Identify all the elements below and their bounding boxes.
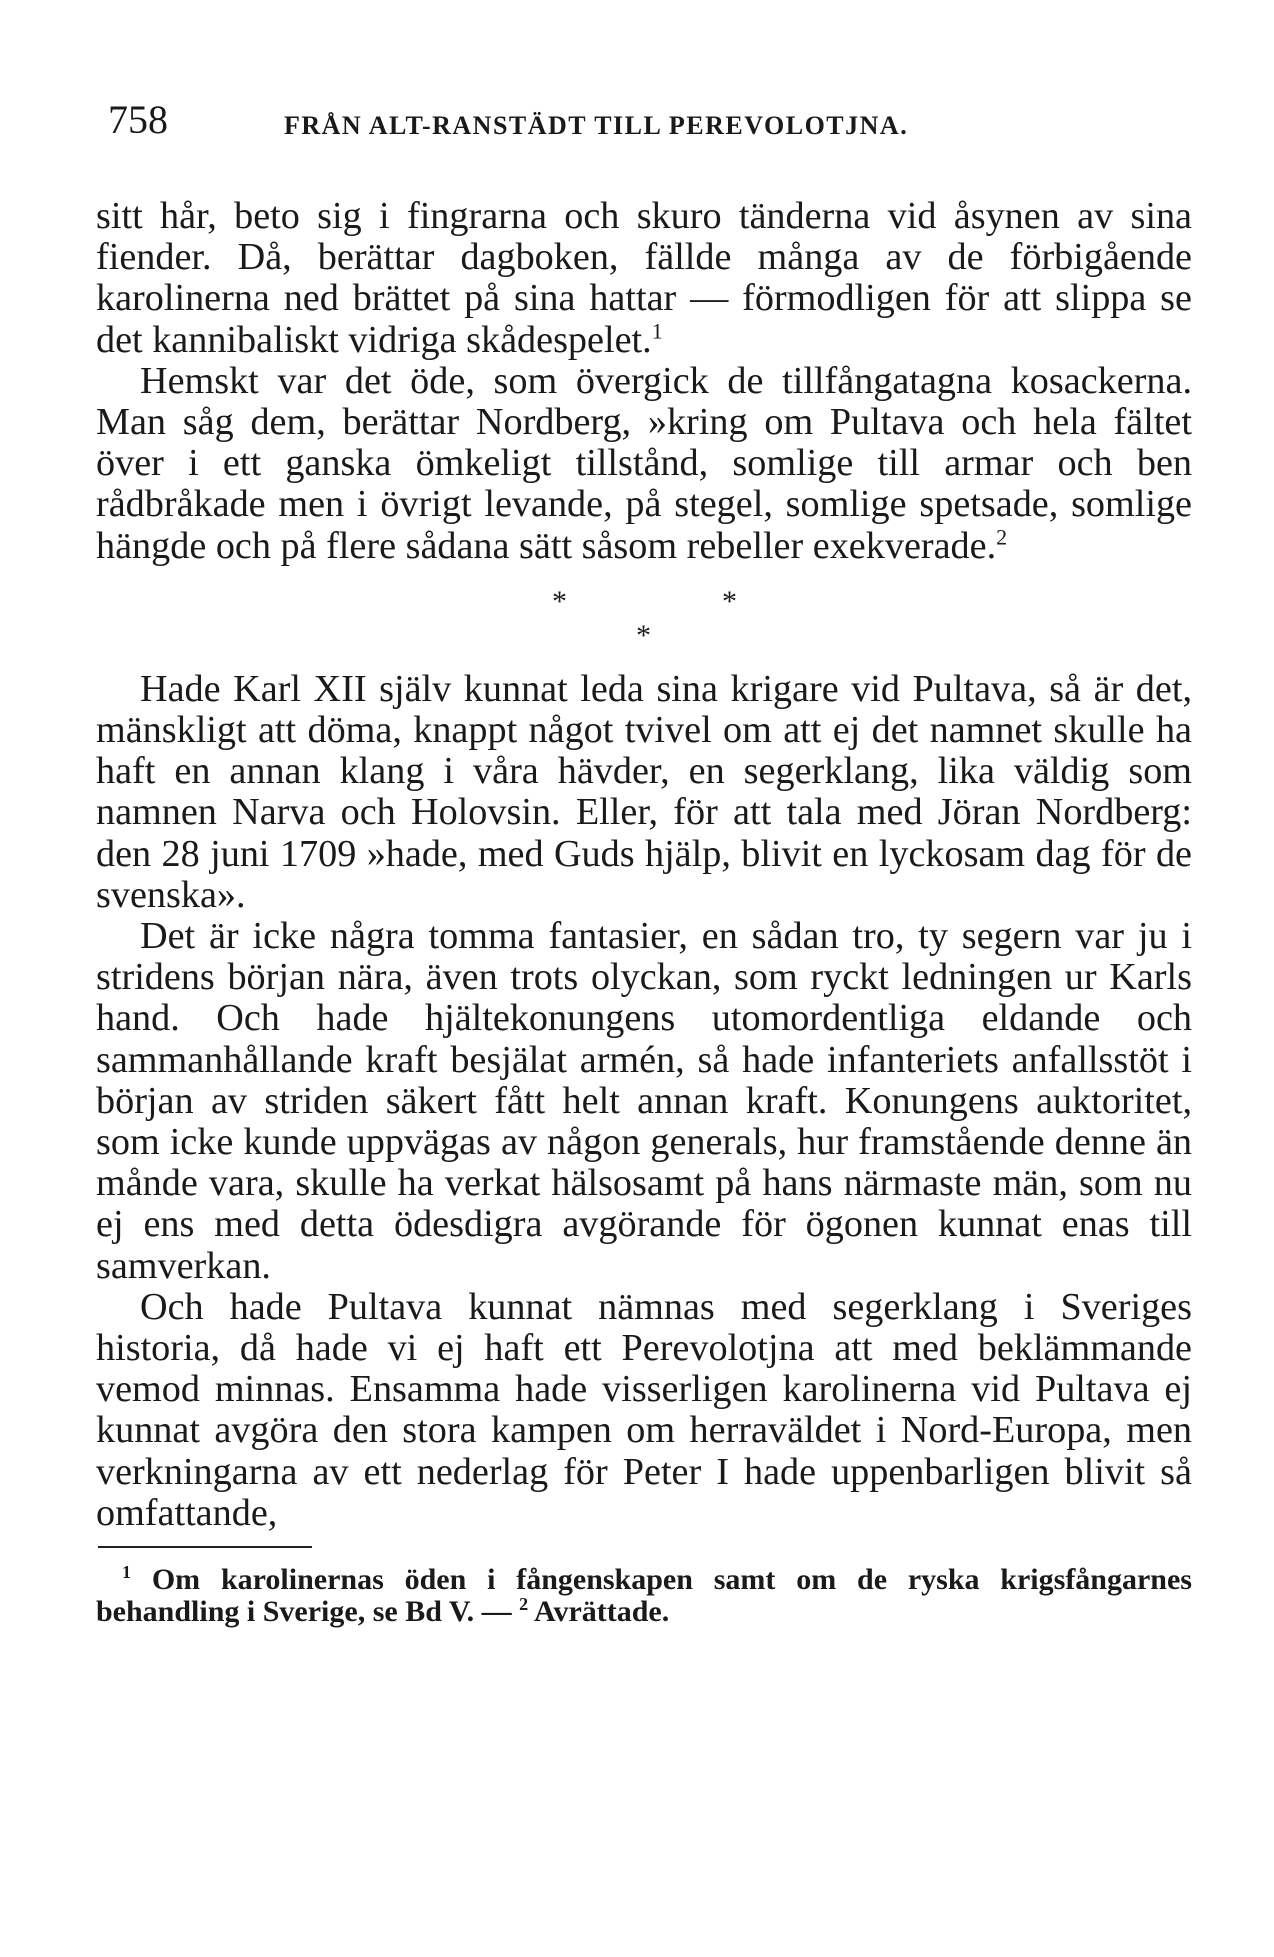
body-text [96,196,1192,1534]
footnote-mark-1: 1 [122,1562,131,1583]
footnote-ref-2: 2 [996,523,1008,549]
footnote-ref-1: 1 [651,317,663,343]
page-number: 758 [108,97,168,142]
paragraph-1-text: sitt hår, beto sig i fingrarna och skuro tänderna vid åsynen av sina fiender. Då, berättar dagboken, fällde många av de förbigående karolinerna ned brättet på sina hattar — förmodligen för att slippa se det kannibaliskt vidriga skådespelet. [96,195,1192,361]
footnote-1-text: Om karolinernas öden i fångenskapen samt om de ryska krigsfångarnes behandling i Sverige, se Bd V. — [96,1563,1192,1629]
paragraph-5: Och hade Pultava kunnat nämnas med segerklang i Sveriges historia, då hade vi ej haft ett Perevolotjna att med beklämmande vemod minnas. Ensamma hade visserligen karolinerna vid Pultava ej kunnat avgöra den stora kampen om herraväldet i Nord-Europa, men verkningarna av ett nederlag för Peter I hade uppenbarligen blivit så omfattande, [96,1285,1192,1534]
asterisk-bottom: * [636,618,651,652]
running-head [96,97,1192,152]
footnote-2-text: Avrättade. [528,1595,670,1629]
paragraph-1 [96,196,1192,361]
asterisk-right: * [722,584,737,618]
paragraph-3: Hade Karl XII själv kunnat leda sina krigare vid Pultava, så är det, mänskligt att döma, knappt något tvivel om att ej det namnet skulle ha haft en annan klang i våra hävder, en segerklang, lika väldig som namnen Narva och Holovsin. Eller, för att tala med Jöran Nordberg: den 28 juni 1709 »hade, med Guds hjälp, blivit en lyckosam dag för de svenska». [96,667,1192,916]
section-break-asterism [96,584,1192,669]
paragraph-2 [96,361,1192,567]
footnote-line [96,1564,1192,1628]
running-title: FRÅN ALT-RANSTÄDT TILL PEREVOLOTJNA. [284,111,909,140]
footnote-divider [98,1546,312,1548]
footnote-mark-2: 2 [519,1594,529,1615]
footnotes [96,1564,1192,1628]
asterisk-left: * [552,584,567,618]
book-page [96,97,1192,1629]
paragraph-4: Det är icke några tomma fantasier, en sådan tro, ty segern var ju i stridens början nära, även trots olyckan, som ryckt ledningen ur Karls hand. Och hade hjältekonungens utomordentliga eldande och sammanhållande kraft besjälat armén, så hade infanteriets anfallsstöt i början av striden säkert fått helt annan kraft. Konungens auktoritet, som icke kunde uppvägas av någon generals, hur framstående denne än månde vara, skulle ha verkat hälsosamt på hans närmaste män, som nu ej ens med detta ödesdigra avgörande för ögonen kunnat enas till samverkan. [96,915,1192,1287]
paragraph-2-text: Hemskt var det öde, som övergick de tillfångatagna kosackerna. Man såg dem, berättar Nordberg, »kring om Pultava och hela fältet över i ett ganska ömkeligt tillstånd, somlige till armar och ben rådbråkade men i övrigt levande, på stegel, somlige spetsade, somlige hängde och på flere sådana sätt såsom rebeller exekverade. [96,359,1192,567]
